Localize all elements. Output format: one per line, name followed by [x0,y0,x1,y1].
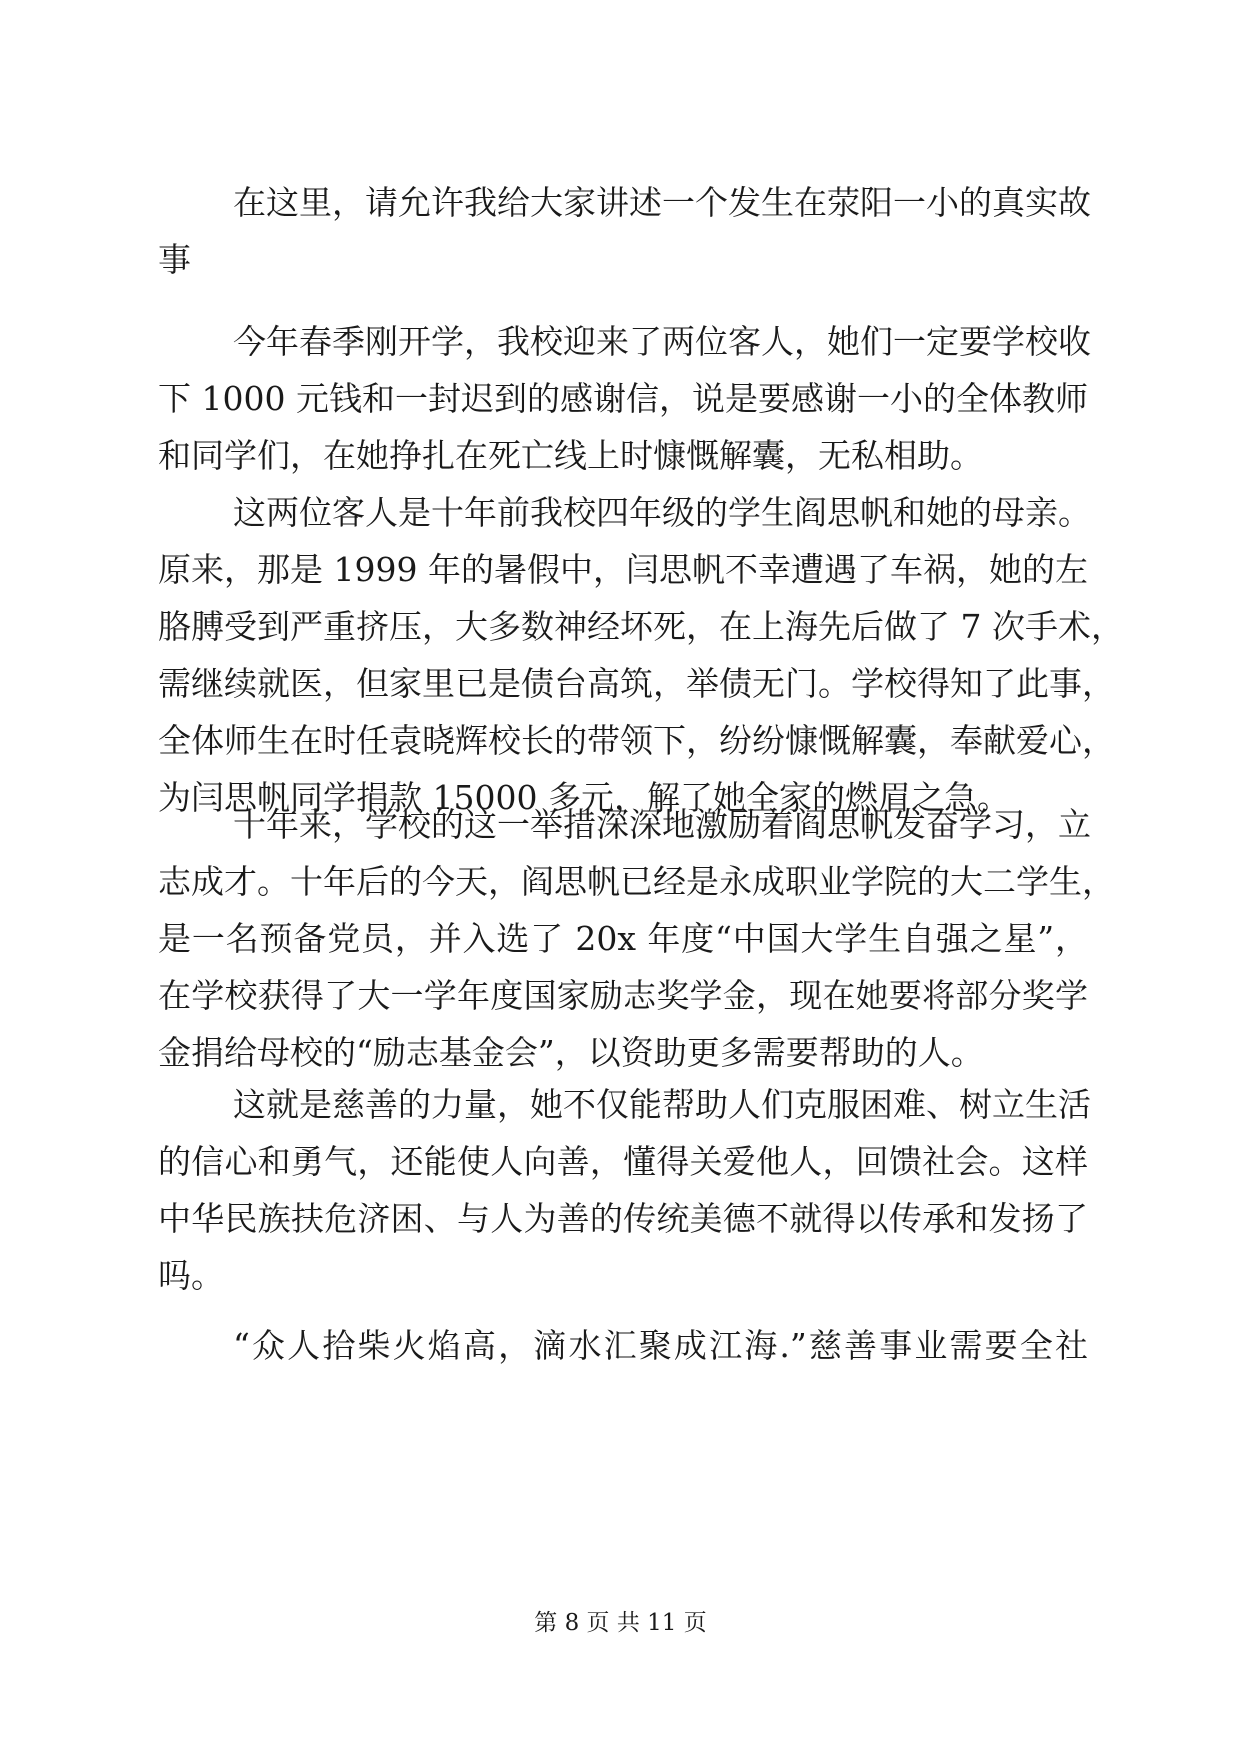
paragraph-line: 的信心和勇气，还能使人向善，懂得关爱他人，回馈社会。这样 [158,1142,1088,1181]
paragraph-line: 是一名预备党员，并入选了 20x 年度“中国大学生自强之星”， [158,919,1088,958]
paragraph-line: 全体师生在时任袁晓辉校长的带领下，纷纷慷慨解囊，奉献爱心， [158,721,1115,760]
page-number-footer: 第 8 页 共 11 页 [534,1610,707,1636]
paragraph-line: 十年来，学校的这一举措深深地激励着阎思帆发奋学习，立 [233,805,1091,844]
paragraph-line: 吗。 [158,1256,224,1295]
paragraph-line: 这就是慈善的力量，她不仅能帮助人们克服困难、树立生活 [233,1085,1091,1124]
paragraph-line: 在学校获得了大一学年度国家励志奖学金，现在她要将部分奖学 [158,976,1088,1015]
paragraph-line: 金捐给母校的“励志基金会”，以资助更多需要帮助的人。 [158,1033,984,1072]
paragraph-line: 和同学们，在她挣扎在死亡线上时慷慨解囊，无私相助。 [158,436,983,475]
paragraph-line: 中华民族扶危济困、与人为善的传统美德不就得以传承和发扬了 [158,1199,1088,1238]
paragraph-line: 下 1000 元钱和一封迟到的感谢信，说是要感谢一小的全体教师 [158,379,1088,418]
paragraph-line: 需继续就医，但家里已是债台高筑，举债无门。学校得知了此事， [158,664,1115,703]
paragraph-line: 胳膊受到严重挤压，大多数神经坏死，在上海先后做了 7 次手术， [158,607,1124,646]
paragraph-line: 这两位客人是十年前我校四年级的学生阎思帆和她的母亲。 [233,493,1091,532]
paragraph-line: 事 [158,240,191,279]
paragraph-line: 在这里，请允许我给大家讲述一个发生在荥阳一小的真实故 [233,183,1091,222]
paragraph-line: 为闫思帆同学捐款 15000 多元，解了她全家的燃眉之急。 [158,778,1010,817]
paragraph-line: 志成才。十年后的今天，阎思帆已经是永成职业学院的大二学生， [158,862,1115,901]
paragraph-line: “众人拾柴火焰高，滴水汇聚成江海.”慈善事业需要全社 [233,1326,1088,1365]
paragraph-line: 原来，那是 1999 年的暑假中，闫思帆不幸遭遇了车祸，她的左 [158,550,1088,589]
paragraph-line: 今年春季刚开学，我校迎来了两位客人，她们一定要学校收 [233,322,1091,361]
